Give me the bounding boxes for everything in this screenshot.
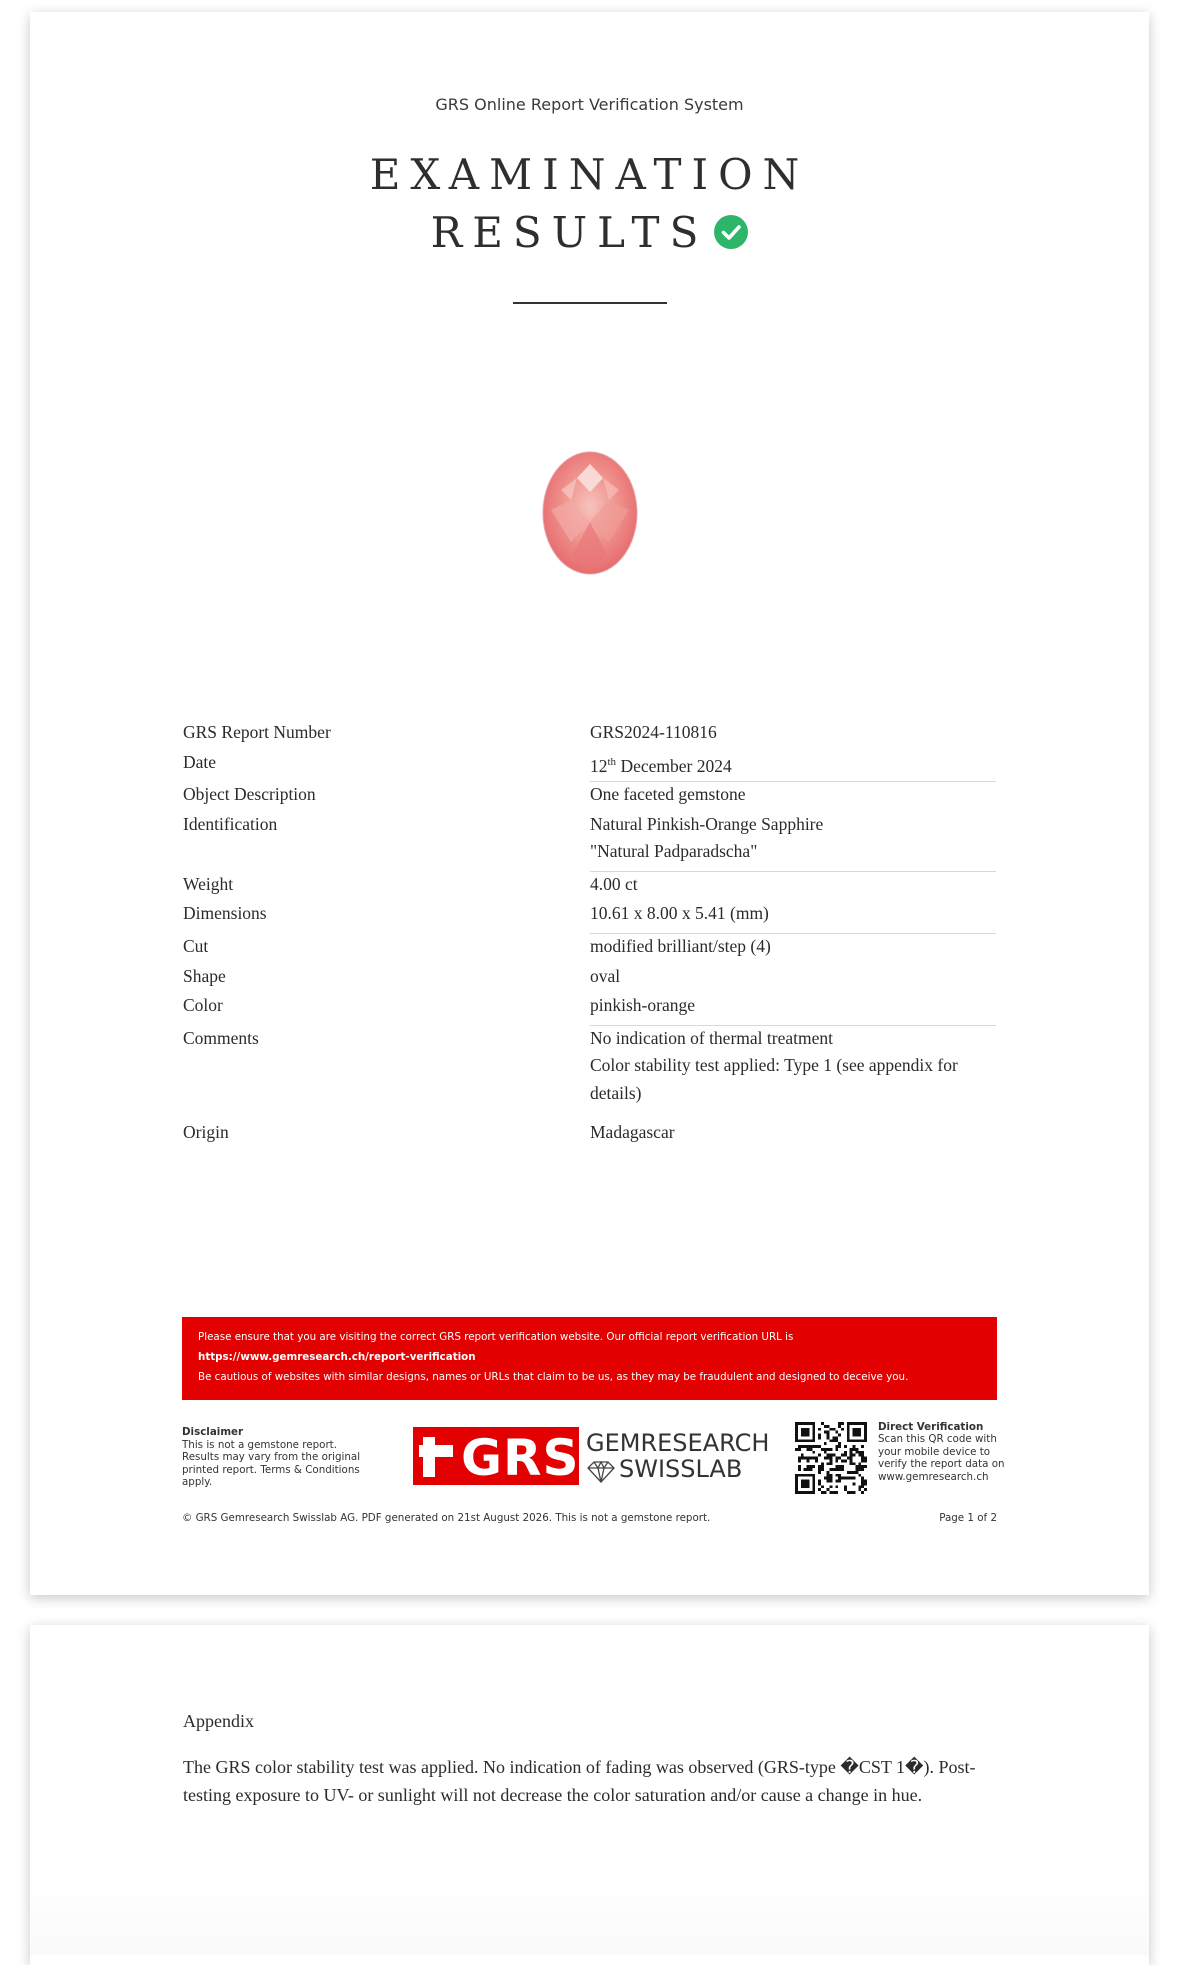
page-fade xyxy=(30,1875,1149,1955)
date-day: 12 xyxy=(590,755,608,776)
label: GRS Report Number xyxy=(183,722,331,742)
verification-url-link[interactable]: https://www.gemresearch.ch/report-verification xyxy=(198,1351,476,1363)
label: Date xyxy=(183,752,217,772)
diamond-icon xyxy=(586,1461,616,1483)
check-circle-icon xyxy=(714,215,748,249)
appendix-heading: Appendix xyxy=(183,1711,254,1731)
label: Dimensions xyxy=(183,903,267,923)
value-2: "Natural Padparadscha" xyxy=(590,841,758,861)
direct-verification xyxy=(878,1421,1008,1483)
value-2: Color stability test applied: Type 1 (see appendix for details) xyxy=(590,1055,958,1103)
logo-line-2: SWISSLAB xyxy=(619,1455,743,1483)
label: Origin xyxy=(183,1122,229,1142)
report-page-1 xyxy=(30,12,1149,1595)
date-rest: December 2024 xyxy=(616,755,732,776)
swiss-cross-icon xyxy=(419,1437,453,1477)
label: Shape xyxy=(183,966,226,986)
qr-code[interactable] xyxy=(795,1422,867,1494)
page-title-line2-text: RESULTS xyxy=(430,208,709,257)
disclaimer-heading: Disclaimer xyxy=(182,1426,244,1438)
value xyxy=(590,748,996,780)
value: modified brilliant/step (4) xyxy=(590,936,771,956)
disclaimer xyxy=(182,1426,362,1489)
label: Object Description xyxy=(183,784,316,804)
value: oval xyxy=(590,966,621,986)
page-title-line1: EXAMINATION xyxy=(369,150,810,199)
footer-copyright: © GRS Gemresearch Swisslab AG. PDF generated on 21st August 2026. This is not a gemstone report. xyxy=(182,1512,711,1524)
warning-line-1: Please ensure that you are visiting the correct GRS report verification website. Our official report verification URL is xyxy=(198,1331,794,1343)
page-number: Page 1 of 2 xyxy=(939,1512,997,1524)
grs-mark: GRS xyxy=(461,1429,580,1487)
value: pinkish-orange xyxy=(590,995,695,1015)
date-suffix: th xyxy=(607,756,617,768)
value: 10.61 x 8.00 x 5.41 (mm) xyxy=(590,903,769,923)
value: Madagascar xyxy=(590,1122,675,1142)
report-page-2 xyxy=(30,1625,1149,1965)
system-name: GRS Online Report Verification System xyxy=(435,95,744,114)
value: Natural Pinkish-Orange Sapphire xyxy=(590,814,824,834)
label: Cut xyxy=(183,936,209,956)
phishing-warning-banner xyxy=(182,1317,997,1400)
disclaimer-text: This is not a gemstone report. Results may vary from the original printed report. Terms & Conditions apply. xyxy=(182,1438,361,1488)
grs-logo xyxy=(413,1425,768,1487)
value: One faceted gemstone xyxy=(590,784,746,804)
label: Color xyxy=(183,995,223,1015)
appendix-text: The GRS color stability test was applied. No indication of fading was observed (GRS-type �CST 1�). Post-testing exposure to UV- or sunlight will not decrease the color saturation and/or cause a change in hue. xyxy=(183,1757,976,1805)
value: 4.00 ct xyxy=(590,874,638,894)
direct-verification-heading: Direct Verification xyxy=(878,1421,984,1433)
label: Weight xyxy=(183,874,234,894)
grs-logo-box xyxy=(413,1427,579,1485)
title-divider xyxy=(513,302,667,304)
value: No indication of thermal treatment xyxy=(590,1028,833,1048)
logo-line-1: GEMRESEARCH xyxy=(586,1429,770,1457)
page-title-line2 xyxy=(30,208,1149,257)
warning-line-3: Be cautious of websites with similar designs, names or URLs that claim to be us, as they may be fraudulent and designed to deceive you. xyxy=(198,1371,909,1383)
gemstone-image xyxy=(541,450,639,576)
label: Comments xyxy=(183,1028,259,1048)
direct-verification-text: Scan this QR code with your mobile device to verify the report data on www.gemresearch.ch xyxy=(878,1433,1005,1483)
label: Identification xyxy=(183,814,278,834)
value: GRS2024-110816 xyxy=(590,722,717,742)
